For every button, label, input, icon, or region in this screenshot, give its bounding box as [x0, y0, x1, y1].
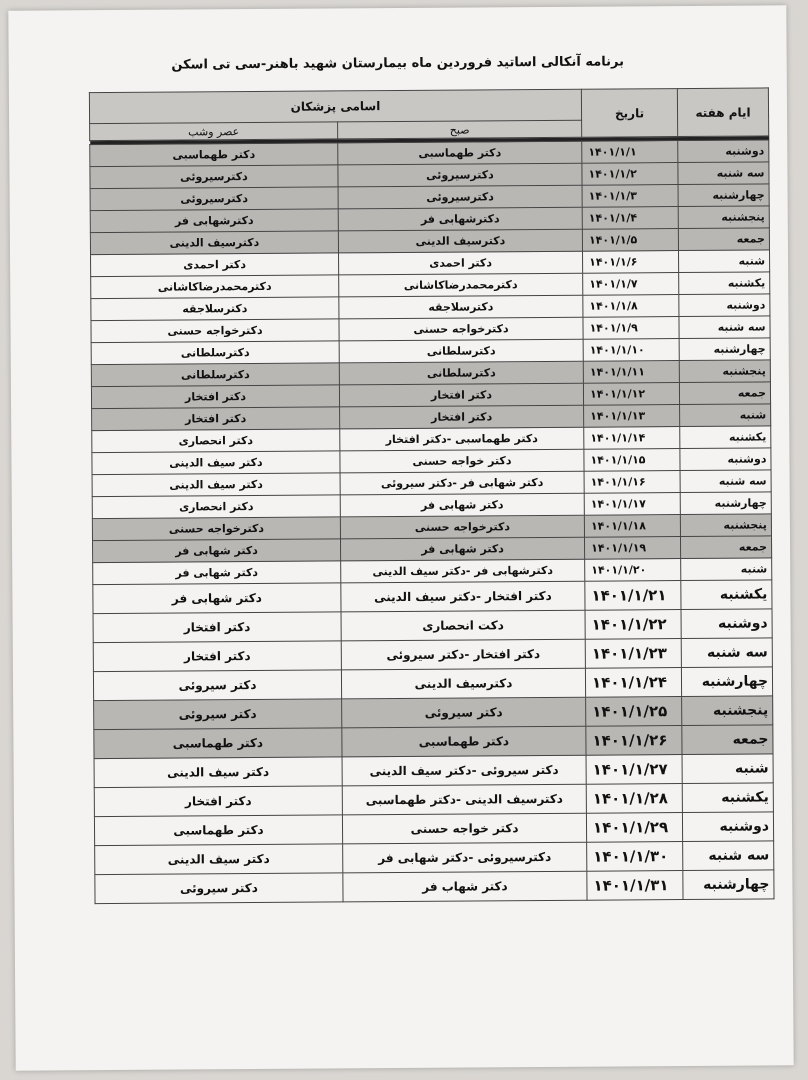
morning-cell: دکتر شهابی فر [341, 537, 585, 561]
day-cell: دوشنبه [680, 448, 771, 471]
date-cell: ۱۴۰۱/۱/۱۷ [584, 493, 680, 516]
morning-cell: دکتر افتخار -دکتر سیروئی [341, 639, 585, 670]
morning-cell: دکترسلاجقه [339, 295, 583, 319]
evening-cell: دکتر سیف الدینی [92, 473, 340, 497]
day-cell: شنبه [682, 754, 773, 784]
day-cell: دوشنبه [678, 140, 769, 163]
day-cell: چهارشنبه [679, 338, 770, 361]
date-cell: ۱۴۰۱/۱/۱۵ [584, 449, 680, 472]
day-cell: یکشنبه [682, 783, 773, 813]
table-row [94, 725, 773, 759]
date-cell: ۱۴۰۱/۱/۷ [583, 273, 679, 296]
evening-cell: دکتر شهابی فر [93, 539, 341, 563]
evening-cell: دکترسیف الدینی [90, 231, 338, 255]
date-cell: ۱۴۰۱/۱/۱ [582, 141, 678, 164]
evening-cell: دکتر طهماسبی [94, 728, 342, 759]
evening-cell: دکتر افتخار [93, 612, 341, 643]
date-cell: ۱۴۰۱/۱/۲۸ [586, 784, 682, 814]
evening-cell: دکتر سیف الدینی [92, 451, 340, 475]
date-cell: ۱۴۰۱/۱/۴ [582, 207, 678, 230]
date-cell: ۱۴۰۱/۱/۳ [582, 185, 678, 208]
table-row [93, 667, 772, 701]
day-cell: شنبه [679, 250, 770, 273]
evening-cell: دکترسلطانی [91, 341, 339, 365]
date-cell: ۱۴۰۱/۱/۱۸ [584, 515, 680, 538]
morning-cell: دکترسیروئی [338, 163, 582, 187]
day-cell: شنبه [680, 404, 771, 427]
day-cell: یکشنبه [681, 580, 772, 610]
morning-cell: دکترشهابی فر [338, 207, 582, 231]
schedule-body [90, 140, 774, 904]
morning-cell: دکترخواجه حسنی [340, 515, 584, 539]
morning-cell: دکتر خواجه حسنی [342, 813, 586, 844]
evening-cell: دکتر انحصاری [92, 429, 340, 453]
morning-cell: دکتر خواجه حسنی [340, 449, 584, 473]
morning-cell: دکترسلطانی [339, 361, 583, 385]
morning-cell: دکت انحصاری [341, 610, 585, 641]
day-cell: سه شنبه [678, 162, 769, 185]
day-cell: شنبه [681, 558, 772, 581]
evening-cell: دکترسیروئی [90, 187, 338, 211]
morning-cell: دکتر شهاب فر [343, 871, 587, 902]
day-cell: دوشنبه [679, 294, 770, 317]
day-cell: سه شنبه [679, 316, 770, 339]
day-cell: سه شنبه [681, 638, 772, 668]
date-cell: ۱۴۰۱/۱/۱۲ [583, 383, 679, 406]
document-title: برنامه آنکالی اساتید فروردین ماه بیمارستان شهید باهنر-سی تی اسکن [171, 54, 625, 73]
date-cell: ۱۴۰۱/۱/۱۰ [583, 339, 679, 362]
day-cell: جمعه [679, 382, 770, 405]
morning-cell: دکترشهابی فر -دکتر سیف الدینی [341, 559, 585, 583]
date-cell: ۱۴۰۱/۱/۹ [583, 317, 679, 340]
day-cell: چهارشنبه [678, 184, 769, 207]
morning-cell: دکترخواجه حسنی [339, 317, 583, 341]
morning-cell: دکتر احمدی [339, 251, 583, 275]
day-cell: جمعه [680, 536, 771, 559]
evening-cell: دکتر سیروئی [95, 873, 343, 904]
day-cell: پنجشنبه [679, 360, 770, 383]
table-row [94, 754, 773, 788]
morning-cell: دکتر افتخار [340, 405, 584, 429]
morning-cell: دکترسیف الدینی [341, 668, 585, 699]
date-cell: ۱۴۰۱/۱/۲۳ [585, 639, 681, 669]
morning-cell: دکترسیروئی -دکتر شهابی فر [343, 842, 587, 873]
day-cell: چهارشنبه [683, 870, 774, 900]
evening-cell: دکترسلاجقه [91, 297, 339, 321]
day-cell: یکشنبه [680, 426, 771, 449]
day-cell: چهارشنبه [681, 667, 772, 697]
date-cell: ۱۴۰۱/۱/۲۶ [586, 726, 682, 756]
morning-cell: دکتر طهماسبی [338, 141, 582, 165]
morning-cell: دکترسیف الدینی -دکتر طهماسبی [342, 784, 586, 815]
morning-cell: دکتر طهماسبی [342, 726, 586, 757]
evening-cell: دکترخواجه حسنی [92, 517, 340, 541]
day-cell: دوشنبه [681, 609, 772, 639]
date-cell: ۱۴۰۱/۱/۵ [582, 229, 678, 252]
table-row [93, 580, 772, 614]
header-day: ایام هفته [677, 88, 768, 137]
date-cell: ۱۴۰۱/۱/۲۹ [586, 813, 682, 843]
day-cell: چهارشنبه [680, 492, 771, 515]
morning-cell: دکتر افتخار -دکتر سیف الدینی [341, 581, 585, 612]
morning-cell: دکترسیروئی [338, 185, 582, 209]
evening-cell: دکتر سیروئی [94, 699, 342, 730]
day-cell: پنجشنبه [678, 206, 769, 229]
table-row [95, 870, 774, 904]
morning-cell: دکترسلطانی [339, 339, 583, 363]
evening-cell: دکتر سیف الدینی [94, 757, 342, 788]
date-cell: ۱۴۰۱/۱/۲۵ [586, 697, 682, 727]
table-row [94, 812, 773, 846]
evening-cell: دکتر افتخار [93, 641, 341, 672]
date-cell: ۱۴۰۱/۱/۸ [583, 295, 679, 318]
evening-cell: دکترخواجه حسنی [91, 319, 339, 343]
evening-cell: دکتر سیروئی [93, 670, 341, 701]
day-cell: جمعه [682, 725, 773, 755]
day-cell: یکشنبه [679, 272, 770, 295]
table-row [93, 609, 772, 643]
date-cell: ۱۴۰۱/۱/۶ [583, 251, 679, 274]
date-cell: ۱۴۰۱/۱/۲۰ [585, 559, 681, 582]
header-evening: عصر وشب [90, 122, 338, 141]
paper-sheet [8, 5, 793, 1070]
evening-cell: دکتر طهماسبی [94, 815, 342, 846]
date-cell: ۱۴۰۱/۱/۱۴ [584, 427, 680, 450]
date-cell: ۱۴۰۱/۱/۲۲ [585, 610, 681, 640]
date-cell: ۱۴۰۱/۱/۳۱ [587, 871, 683, 901]
day-cell: جمعه [678, 228, 769, 251]
evening-cell: دکترسیروئی [90, 165, 338, 189]
date-cell: ۱۴۰۱/۱/۱۹ [584, 537, 680, 560]
evening-cell: دکتر شهابی فر [93, 583, 341, 614]
morning-cell: دکتر شهابی فر -دکتر سیروئی [340, 471, 584, 495]
morning-cell: دکترسیف الدینی [338, 229, 582, 253]
evening-cell: دکتر طهماسبی [90, 143, 338, 167]
evening-cell: دکترشهابی فر [90, 209, 338, 233]
header-doctors: اسامی پزشکان [89, 89, 581, 123]
evening-cell: دکترمحمدرضاکاشانی [91, 275, 339, 299]
evening-cell: دکتر انحصاری [92, 495, 340, 519]
date-cell: ۱۴۰۱/۱/۱۶ [584, 471, 680, 494]
date-cell: ۱۴۰۱/۱/۱۳ [584, 405, 680, 428]
date-cell: ۱۴۰۱/۱/۲۱ [585, 581, 681, 611]
table-row [94, 783, 773, 817]
day-cell: پنجشنبه [682, 696, 773, 726]
evening-cell: دکتر سیف الدینی [95, 844, 343, 875]
oncall-schedule-table [89, 87, 775, 904]
morning-cell: دکتر شهابی فر [340, 493, 584, 517]
day-cell: سه شنبه [683, 841, 774, 871]
date-cell: ۱۴۰۱/۱/۲۴ [585, 668, 681, 698]
date-cell: ۱۴۰۱/۱/۲۷ [586, 755, 682, 785]
date-cell: ۱۴۰۱/۱/۱۱ [583, 361, 679, 384]
morning-cell: دکتر سیروئی -دکتر سیف الدینی [342, 755, 586, 786]
evening-cell: دکتر افتخار [92, 407, 340, 431]
evening-cell: دکتر افتخار [94, 786, 342, 817]
date-cell: ۱۴۰۱/۱/۲ [582, 163, 678, 186]
date-cell: ۱۴۰۱/۱/۳۰ [587, 842, 683, 872]
morning-cell: دکترمحمدرضاکاشانی [339, 273, 583, 297]
day-cell: سه شنبه [680, 470, 771, 493]
day-cell: پنجشنبه [680, 514, 771, 537]
morning-cell: دکتر سیروئی [342, 697, 586, 728]
morning-cell: دکتر طهماسبی -دکتر افتخار [340, 427, 584, 451]
table-row [94, 696, 773, 730]
evening-cell: دکتر شهابی فر [93, 561, 341, 585]
evening-cell: دکترسلطانی [91, 363, 339, 387]
morning-cell: دکتر افتخار [339, 383, 583, 407]
header-date: تاریخ [581, 89, 677, 138]
day-cell: دوشنبه [682, 812, 773, 842]
evening-cell: دکتر احمدی [91, 253, 339, 277]
table-row [95, 841, 774, 875]
header-morning: صبح [338, 120, 582, 139]
header-row [89, 88, 768, 124]
evening-cell: دکتر افتخار [91, 385, 339, 409]
table-row [93, 638, 772, 672]
